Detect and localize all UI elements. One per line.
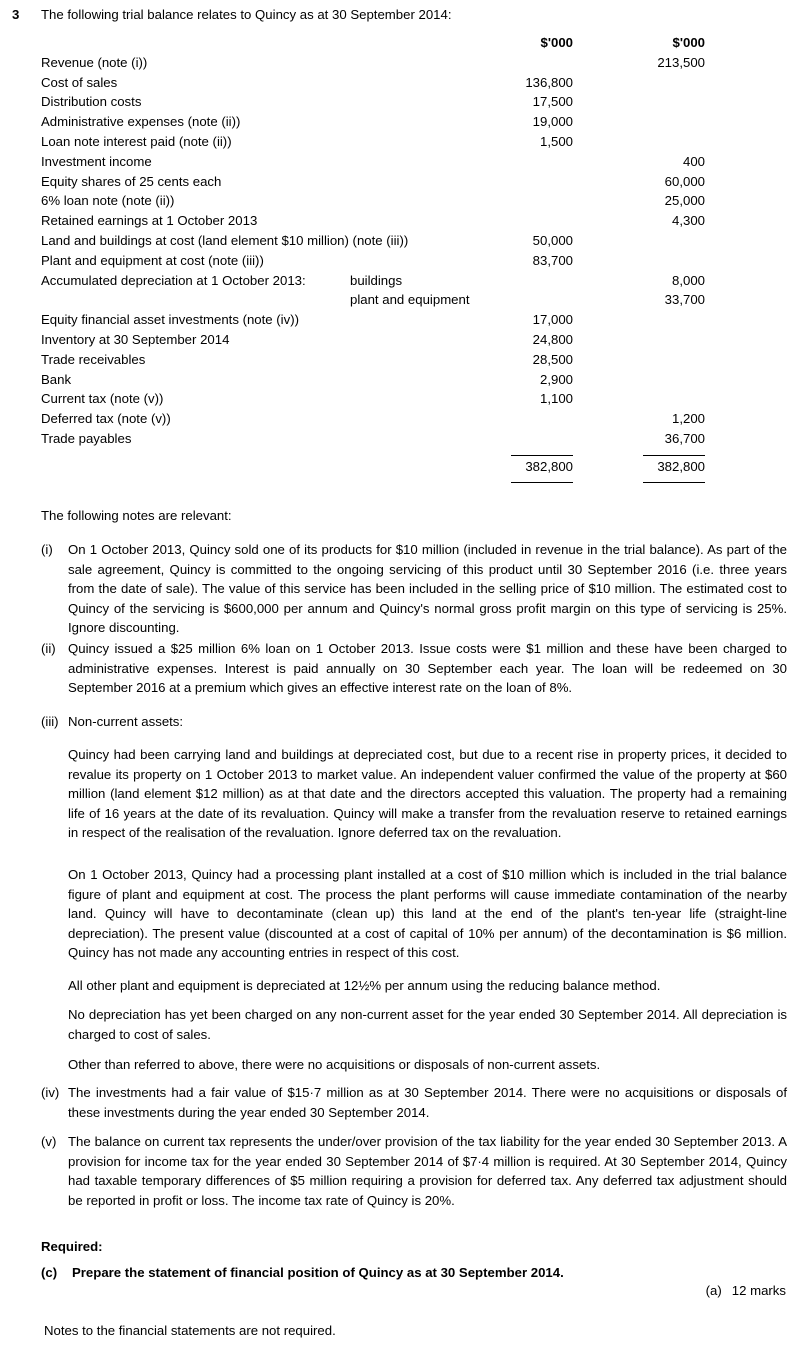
row-value-debit: 24,800 bbox=[532, 331, 573, 347]
table-row bbox=[0, 313, 812, 333]
note-iii-subpara-1: Quincy had been carrying land and buildings at depreciated cost, but due to a recent rise in property prices, it decided to revalue its property on 1 October 2013 to market value. An independent valuer confirmed the value of the property at $60 million (land element $12 million) as at that date and the directors accepted this valuation. The property had a remaining life of 16 years at the date of its revaluation. Quincy will make a transfer from the revaluation reserve to retained earnings in respect of the realisation of the revaluation. Ignore deferred tax on the revaluation. bbox=[68, 747, 787, 841]
row-value-credit: 1,200 bbox=[671, 411, 705, 427]
row-label: Trade receivables bbox=[41, 351, 146, 367]
question-intro-text: The following trial balance relates to Quincy as at 30 September 2014: bbox=[41, 7, 452, 22]
rule-debit bbox=[511, 455, 573, 456]
table-row bbox=[0, 115, 812, 135]
required-footnote: Notes to the financial statements are not required. bbox=[44, 1323, 336, 1338]
row-value-credit: 33,700 bbox=[664, 292, 705, 308]
table-row bbox=[0, 76, 812, 96]
note-iii-subpara-5: Other than referred to above, there were no acquisitions or disposals of non-current assets. bbox=[68, 1057, 601, 1072]
table-row bbox=[0, 353, 812, 373]
question-heading bbox=[0, 8, 790, 28]
total-underline-rule bbox=[0, 480, 812, 488]
row-value-debit: 17,500 bbox=[532, 94, 573, 110]
note-text-i: On 1 October 2013, Quincy sold one of its products for $10 million (included in revenue in the trial balance). As part of the sale agreement, Quincy is committed to the ongoing servicing of this product until 30 September 2016 (i.e. three years from the date of sale). The value of this service has been included in the selling price of $10 million. The estimated cost to Quincy of the servicing is $600,000 per annum and Quincy's normal gross profit margin on this type of servicing is 25%. Ignore discounting. bbox=[68, 542, 787, 636]
note-iii-subpara-4: No depreciation has yet been charged on any non-current asset for the year ended 30 September 2014. All depreciation is charged to cost of sales. bbox=[68, 1007, 787, 1042]
total-debit: 382,800 bbox=[525, 458, 573, 474]
marks-line bbox=[706, 1284, 786, 1297]
table-row bbox=[0, 432, 812, 452]
table-row bbox=[0, 95, 812, 115]
row-value-debit: 2,900 bbox=[539, 371, 573, 387]
column-header-debit: $'000 bbox=[540, 35, 573, 50]
rule-debit-under bbox=[511, 482, 573, 483]
table-row bbox=[0, 373, 812, 393]
row-label: Loan note interest paid (note (ii)) bbox=[41, 133, 232, 149]
row-sublabel: plant and equipment bbox=[350, 292, 470, 308]
row-value-debit: 50,000 bbox=[532, 232, 573, 248]
note-text-v: The balance on current tax represents the under/over provision of the tax liability for the year ended 30 September 2013. A provision for income tax for the year ended 30 September 2014 of $7·4 million is required. At 30 September 2014, Quincy had taxable temporary differences of $5 million requiring a provision for deferred tax. Any deferred tax adjustment should be reported in profit or loss. The income tax rate of Quincy is 20%. bbox=[68, 1134, 787, 1208]
column-header-credit: $'000 bbox=[672, 35, 705, 50]
note-text-ii: Quincy issued a $25 million 6% loan on 1 October 2013. Issue costs were $1 million and these have been charged to administrative expenses. Interest is paid annually on 30 September each year. The loan will be redeemed on 30 September 2016 at a premium which gives an effective interest rate on the loan of 8%. bbox=[68, 641, 787, 696]
row-value-debit: 136,800 bbox=[525, 74, 573, 90]
table-row bbox=[0, 412, 812, 432]
required-item-text: Prepare the statement of financial position of Quincy as at 30 September 2014. bbox=[72, 1265, 564, 1280]
note-v bbox=[41, 1132, 787, 1210]
note-marker-iii: (iii) bbox=[41, 714, 59, 729]
row-label: Retained earnings at 1 October 2013 bbox=[41, 213, 258, 229]
marks-value: 12 marks bbox=[731, 1283, 786, 1298]
table-row bbox=[0, 274, 812, 294]
notes-intro: The following notes are relevant: bbox=[41, 508, 232, 523]
row-label: Accumulated depreciation at 1 October 2013: bbox=[41, 272, 306, 288]
row-value-credit: 36,700 bbox=[664, 430, 705, 446]
note-marker-iv: (iv) bbox=[41, 1085, 60, 1100]
table-row bbox=[0, 333, 812, 353]
table-row bbox=[0, 194, 812, 214]
note-ii bbox=[41, 639, 787, 698]
row-value-credit: 400 bbox=[682, 153, 705, 169]
note-text-iv: The investments had a fair value of $15·7 million as at 30 September 2014. There were no acquisitions or disposals of these investments during the year ended 30 September 2014. bbox=[68, 1085, 787, 1120]
row-value-debit: 17,000 bbox=[532, 312, 573, 328]
required-item-marker: (c) bbox=[41, 1265, 58, 1280]
table-row bbox=[0, 135, 812, 155]
question-number: 3 bbox=[12, 7, 20, 22]
row-value-credit: 25,000 bbox=[664, 193, 705, 209]
note-marker-v: (v) bbox=[41, 1134, 57, 1149]
note-marker-ii: (ii) bbox=[41, 641, 56, 656]
row-value-credit: 4,300 bbox=[671, 213, 705, 229]
table-row bbox=[0, 234, 812, 254]
table-row bbox=[0, 293, 812, 313]
note-marker-i: (i) bbox=[41, 542, 53, 557]
table-row bbox=[0, 175, 812, 195]
totals-row bbox=[0, 460, 812, 480]
row-label: Distribution costs bbox=[41, 94, 142, 110]
row-label: Equity shares of 25 cents each bbox=[41, 173, 222, 189]
row-label: Administrative expenses (note (ii)) bbox=[41, 114, 241, 130]
trial-balance-header-row bbox=[0, 36, 812, 56]
required-item-c bbox=[41, 1266, 787, 1279]
row-label: Inventory at 30 September 2014 bbox=[41, 331, 230, 347]
total-credit: 382,800 bbox=[657, 458, 705, 474]
row-value-debit: 28,500 bbox=[532, 351, 573, 367]
row-value-debit: 19,000 bbox=[532, 114, 573, 130]
row-value-credit: 213,500 bbox=[657, 54, 705, 70]
row-label: 6% loan note (note (ii)) bbox=[41, 193, 175, 209]
table-row bbox=[0, 214, 812, 234]
row-label: Revenue (note (i)) bbox=[41, 54, 148, 70]
row-label: Investment income bbox=[41, 153, 152, 169]
row-value-debit: 1,100 bbox=[539, 391, 573, 407]
trial-balance-table bbox=[0, 36, 812, 488]
row-label: Deferred tax (note (v)) bbox=[41, 411, 171, 427]
rule-credit-under bbox=[643, 482, 705, 483]
row-value-debit: 83,700 bbox=[532, 252, 573, 268]
row-label: Land and buildings at cost (land element $10 million) (note (iii)) bbox=[41, 232, 409, 248]
row-sublabel: buildings bbox=[350, 272, 403, 288]
required-label: Required: bbox=[41, 1239, 103, 1254]
row-label: Current tax (note (v)) bbox=[41, 391, 164, 407]
note-iii bbox=[41, 712, 787, 732]
row-label: Cost of sales bbox=[41, 74, 118, 90]
note-iv bbox=[41, 1083, 787, 1122]
table-row bbox=[0, 155, 812, 175]
rule-credit bbox=[643, 455, 705, 456]
note-i bbox=[41, 540, 787, 638]
row-value-debit: 1,500 bbox=[539, 133, 573, 149]
row-label: Equity financial asset investments (note (iv)) bbox=[41, 312, 299, 328]
row-label: Bank bbox=[41, 371, 72, 387]
note-iii-subpara-2: On 1 October 2013, Quincy had a processing plant installed at a cost of $10 million which is included in the trial balance figure of plant and equipment at cost. The process the plant performs will cause immediate contamination of the nearby land. Quincy will have to decontaminate (clean up) this land at the end of the plant's ten-year life (straight-line depreciation). The present value (discounted at a cost of capital of 10% per annum) of the decontamination is $6 million. Quincy has not made any accounting entries in respect of this cost. bbox=[68, 867, 787, 961]
table-row bbox=[0, 254, 812, 274]
row-label: Trade payables bbox=[41, 430, 132, 446]
row-value-credit: 60,000 bbox=[664, 173, 705, 189]
table-row bbox=[0, 56, 812, 76]
note-iii-subpara-3: All other plant and equipment is depreciated at 12½% per annum using the reducing balance method. bbox=[68, 978, 661, 993]
table-row bbox=[0, 392, 812, 412]
note-text-iii: Non-current assets: bbox=[68, 714, 184, 729]
row-label: Plant and equipment at cost (note (iii)) bbox=[41, 252, 264, 268]
marks-part-label: (a) bbox=[705, 1283, 722, 1298]
row-value-credit: 8,000 bbox=[671, 272, 705, 288]
